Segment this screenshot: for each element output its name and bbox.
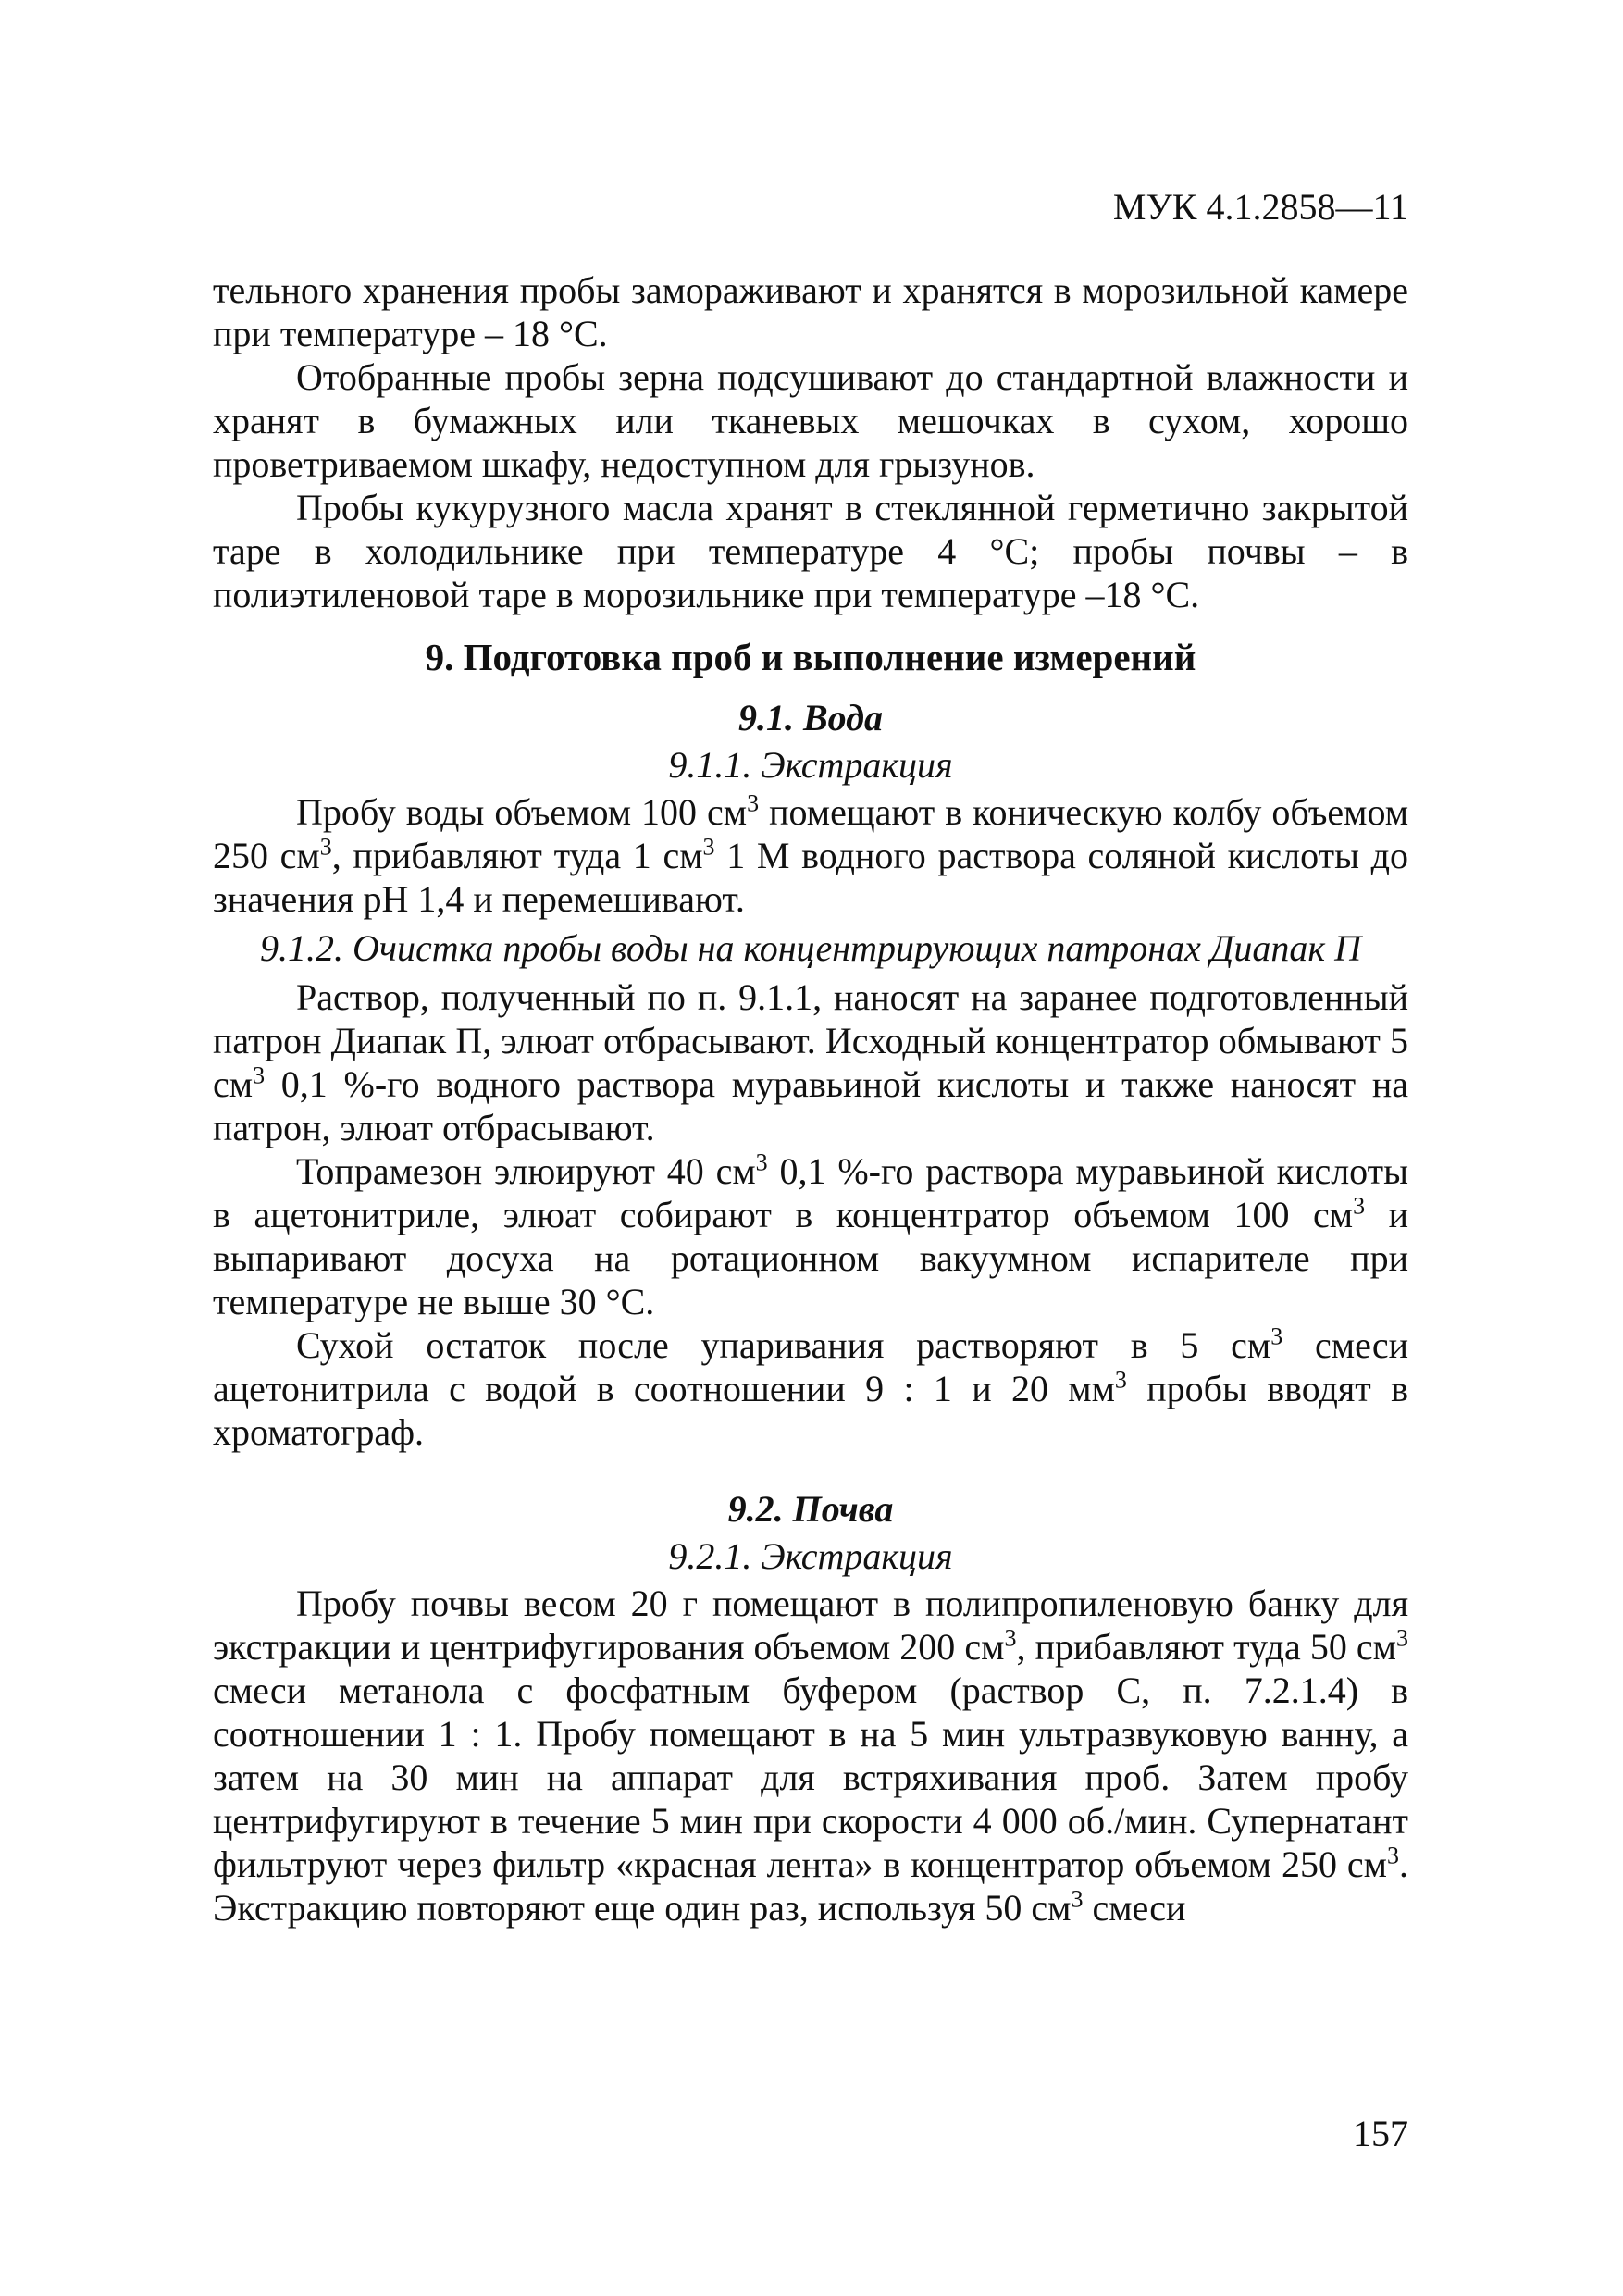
paragraph: Отобранные пробы зерна подсушивают до стандартной влажности и хранят в бумажных или тканевых мешочках в сухом, хорошо проветриваемом шкафу, недоступном для грызунов. xyxy=(213,356,1408,485)
section-heading: 9. Подготовка проб и выполнение измерений xyxy=(425,636,1196,678)
paragraph: Пробу почвы весом 20 г помещают в полипропиленовую банку для экстракции и центрифугирования объемом 200 $см^3$, прибавляют туда 50 $см^3$ смеси метанола с фосфатным буфером (раствор С, п. 7.2.1.4) в соотношении 1 : 1. Пробу помещают в на 5 мин ультразвуковую ванну, а затем на 30 мин на аппарат для встряхивания проб. Затем пробу центрифугируют в течение 5 мин при скорости 4 000 об./мин. Супернатант фильтруют через фильтр «красная лента» в концентратор объемом 250 $см^3$. Экстракцию повторяют еще один раз, используя 50 $см^3$ смеси xyxy=(213,1582,1408,1929)
paragraph: Раствор, полученный по п. 9.1.1, наносят на заранее подготовленный патрон Диапак П, элюат отбрасывают. Исходный концентратор обмывают 5 $см^3$ 0,1 %-го водного раствора муравьиной кислоты и также наносят на патрон, элюат отбрасывают. xyxy=(213,976,1408,1148)
subsubsection-heading: 9.1.2. Очистка пробы воды на концентрирующих патронах Диапак П xyxy=(260,927,1361,969)
subsection-heading: 9.2. Почва xyxy=(727,1488,894,1530)
page-number: 157 xyxy=(1353,2113,1408,2154)
paragraph: Пробу воды объемом 100 $см^3$ помещают в коническую колбу объемом 250 $см^3$, прибавляют туда 1 $см^3$ 1 М водного раствора соляной кислоты до значения рН 1,4 и перемешивают. xyxy=(213,789,1409,920)
page-body xyxy=(213,268,1408,1930)
running-header: МУК 4.1.2858—11 xyxy=(1112,186,1408,228)
paragraph: Топрамезон элюируют 40 $см^3$ 0,1 %-го раствора муравьиной кислоты в ацетонитриле, элюат собирают в концентратор объемом 100 $см^3$ и выпаривают досуха на ротационном вакуумном испарителе при температуре не выше 30 °С. xyxy=(213,1148,1409,1322)
paragraph: Сухой остаток после упаривания растворяют в 5 $см^3$ смеси ацетонитрила с водой в соотношении 9 : 1 и 20 $мм^3$ пробы вводят в хроматограф. xyxy=(213,1322,1408,1453)
paragraph: тельного хранения пробы замораживают и хранятся в морозильной камере при температуре – 18 °С. xyxy=(213,269,1408,354)
subsubsection-heading: 9.1.1. Экстракция xyxy=(668,744,953,786)
document-page xyxy=(213,0,1408,2296)
paragraph: Пробы кукурузного масла хранят в стеклянной герметично закрытой таре в холодильнике при температуре 4 °С; пробы почвы – в полиэтиленовой таре в морозильнике при температуре –18 °С. xyxy=(213,487,1408,615)
subsubsection-heading: 9.2.1. Экстракция xyxy=(668,1535,953,1577)
subsection-heading: 9.1. Вода xyxy=(738,697,883,738)
